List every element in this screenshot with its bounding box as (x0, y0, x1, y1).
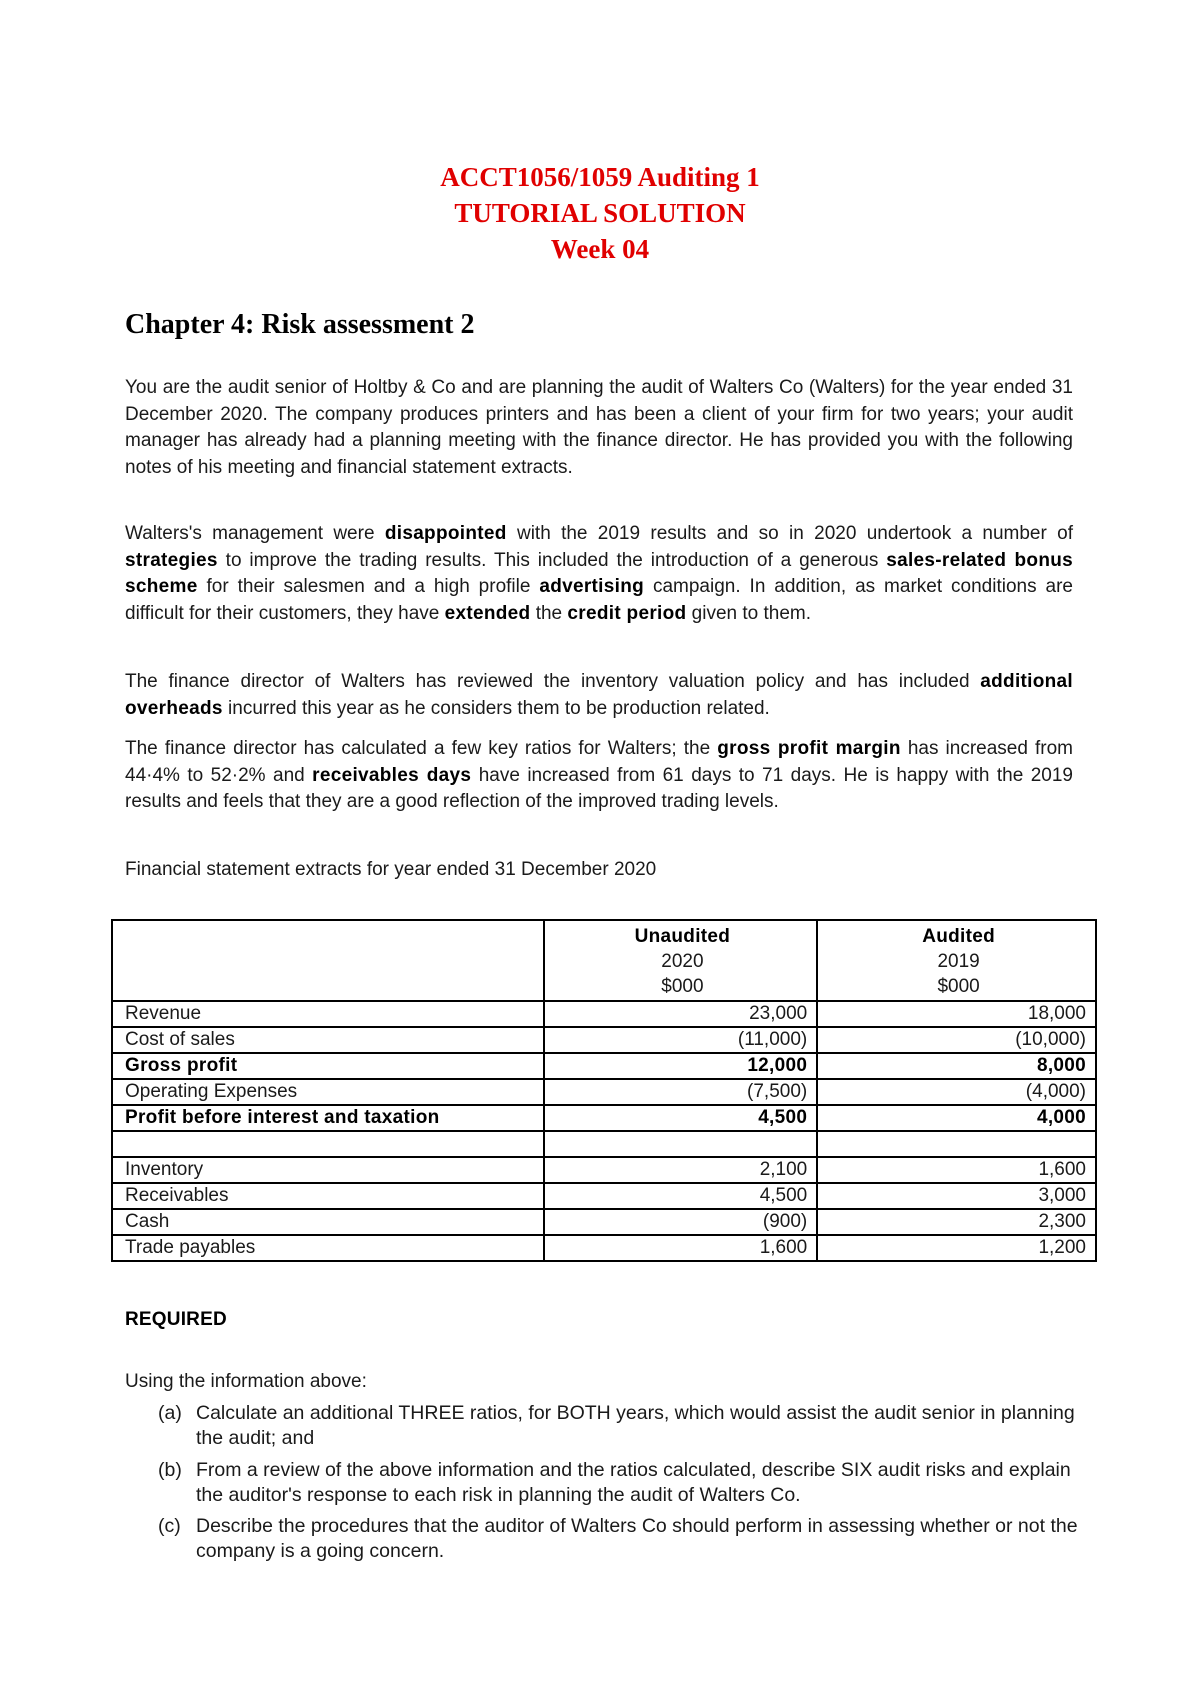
table-row-spacer (112, 1131, 1096, 1157)
value-2019: 1,200 (817, 1235, 1096, 1261)
table-row (112, 1235, 1096, 1261)
table-header-row (112, 920, 1096, 1001)
highlight-gross-profit-margin: gross profit margin (717, 738, 901, 759)
value-2020: 23,000 (544, 1001, 818, 1027)
list-marker: (b) (158, 1459, 182, 1481)
week-label: Week 04 (550, 234, 650, 264)
row-label (112, 1131, 544, 1157)
value-2019: 18,000 (817, 1001, 1096, 1027)
required-intro: Using the information above: (125, 1371, 367, 1392)
header-2020: Unaudited 2020 $000 (544, 920, 818, 1001)
course-title: ACCT1056/1059 Auditing 1 (440, 162, 760, 192)
row-label: Revenue (112, 1001, 544, 1027)
list-marker: (a) (158, 1402, 182, 1424)
value-2019: 3,000 (817, 1183, 1096, 1209)
highlight-disappointed: disappointed (384, 523, 507, 544)
value-2019: 8,000 (817, 1053, 1096, 1079)
highlight-extended: extended (444, 602, 531, 624)
row-label: Gross profit (112, 1053, 544, 1079)
tutorial-label: TUTORIAL SOLUTION (454, 198, 746, 228)
value-2019: (10,000) (817, 1027, 1096, 1053)
value-2020: 4,500 (544, 1183, 818, 1209)
highlight-additional-overheads: additional overheads (125, 671, 1073, 719)
list-marker: (c) (158, 1515, 181, 1537)
value-2020: 4,500 (544, 1105, 818, 1131)
row-label: Inventory (112, 1157, 544, 1183)
value-2020: (7,500) (544, 1079, 818, 1105)
highlight-receivables-days: receivables days (312, 764, 472, 786)
row-label: Cash (112, 1209, 544, 1235)
highlight-advertising: advertising (539, 576, 645, 597)
value-2019: (4,000) (817, 1079, 1096, 1105)
value-2019 (817, 1131, 1096, 1157)
list-item-text: Calculate an additional THREE ratios, for BOTH years, which would assist the audit senior in planning the audit; and (196, 1402, 1075, 1449)
value-2019: 4,000 (817, 1105, 1096, 1131)
table-row (112, 1027, 1096, 1053)
value-2019: 2,300 (817, 1209, 1096, 1235)
inventory-policy-paragraph: The finance director of Walters has reviewed the inventory valuation policy and has included additional overheads incurred this year as he considers them to be production related. (125, 671, 1073, 719)
ratios-paragraph: The finance director has calculated a few key ratios for Walters; the gross profit margin has increased from 44·4% to 52·2% and receivables days have increased from 61 days to 71 days. He is happy with the 2019 results and feels that they are a good reflection of the improved trading levels. (125, 738, 1073, 812)
value-2020: 1,600 (544, 1235, 818, 1261)
row-label: Cost of sales (112, 1027, 544, 1053)
highlight-bonus-scheme: sales-related bonus scheme (125, 549, 1074, 597)
table-row (112, 1183, 1096, 1209)
list-item-text: From a review of the above information and the ratios calculated, describe SIX audit risks and explain the auditor's response to each risk in planning the audit of Walters Co. (196, 1459, 1071, 1506)
row-label: Trade payables (112, 1235, 544, 1261)
value-2020: (11,000) (544, 1027, 818, 1053)
row-label: Operating Expenses (112, 1079, 544, 1105)
table-row (112, 1053, 1096, 1079)
row-label: Receivables (112, 1183, 544, 1209)
table-row (112, 1209, 1096, 1235)
value-2020: (900) (544, 1209, 818, 1235)
header-blank-cell (112, 920, 544, 1001)
chapter-title: Chapter 4: Risk assessment 2 (125, 309, 475, 340)
required-heading: REQUIRED (125, 1309, 227, 1330)
value-2019: 1,600 (817, 1157, 1096, 1183)
highlight-credit-period: credit period (567, 602, 687, 624)
value-2020: 12,000 (544, 1053, 818, 1079)
financial-statement-table (111, 919, 1097, 1262)
table-caption: Financial statement extracts for year ended 31 December 2020 (125, 859, 657, 880)
table-row (112, 1079, 1096, 1105)
intro-paragraph: You are the audit senior of Holtby & Co and are planning the audit of Walters Co (Walters) for the year ended 31 December 2020. The company produces printers and has been a client of your firm for two years; your audit manager has already had a planning meeting with the finance director. He has provided you with the following notes of his meeting and financial statement extracts. (125, 377, 1073, 478)
document-header (0, 159, 1200, 267)
table-row (112, 1157, 1096, 1183)
highlight-strategies: strategies (125, 549, 218, 571)
header-2019: Audited 2019 $000 (817, 920, 1096, 1001)
row-label: Profit before interest and taxation (112, 1105, 544, 1131)
management-strategy-paragraph: Walters's management were disappointed with the 2019 results and so in 2020 undertook a number of strategies to improve the trading results. This included the introduction of a generous sales-related bonus scheme for their salesmen and a high profile advertising campaign. In addition, as market conditions are difficult for their customers, they have extended the credit period given to them. (125, 523, 1074, 624)
value-2020 (544, 1131, 818, 1157)
list-item-text: Describe the procedures that the auditor of Walters Co should perform in assessing whether or not the company is a going concern. (196, 1515, 1078, 1562)
value-2020: 2,100 (544, 1157, 818, 1183)
table-row (112, 1001, 1096, 1027)
table-row (112, 1105, 1096, 1131)
